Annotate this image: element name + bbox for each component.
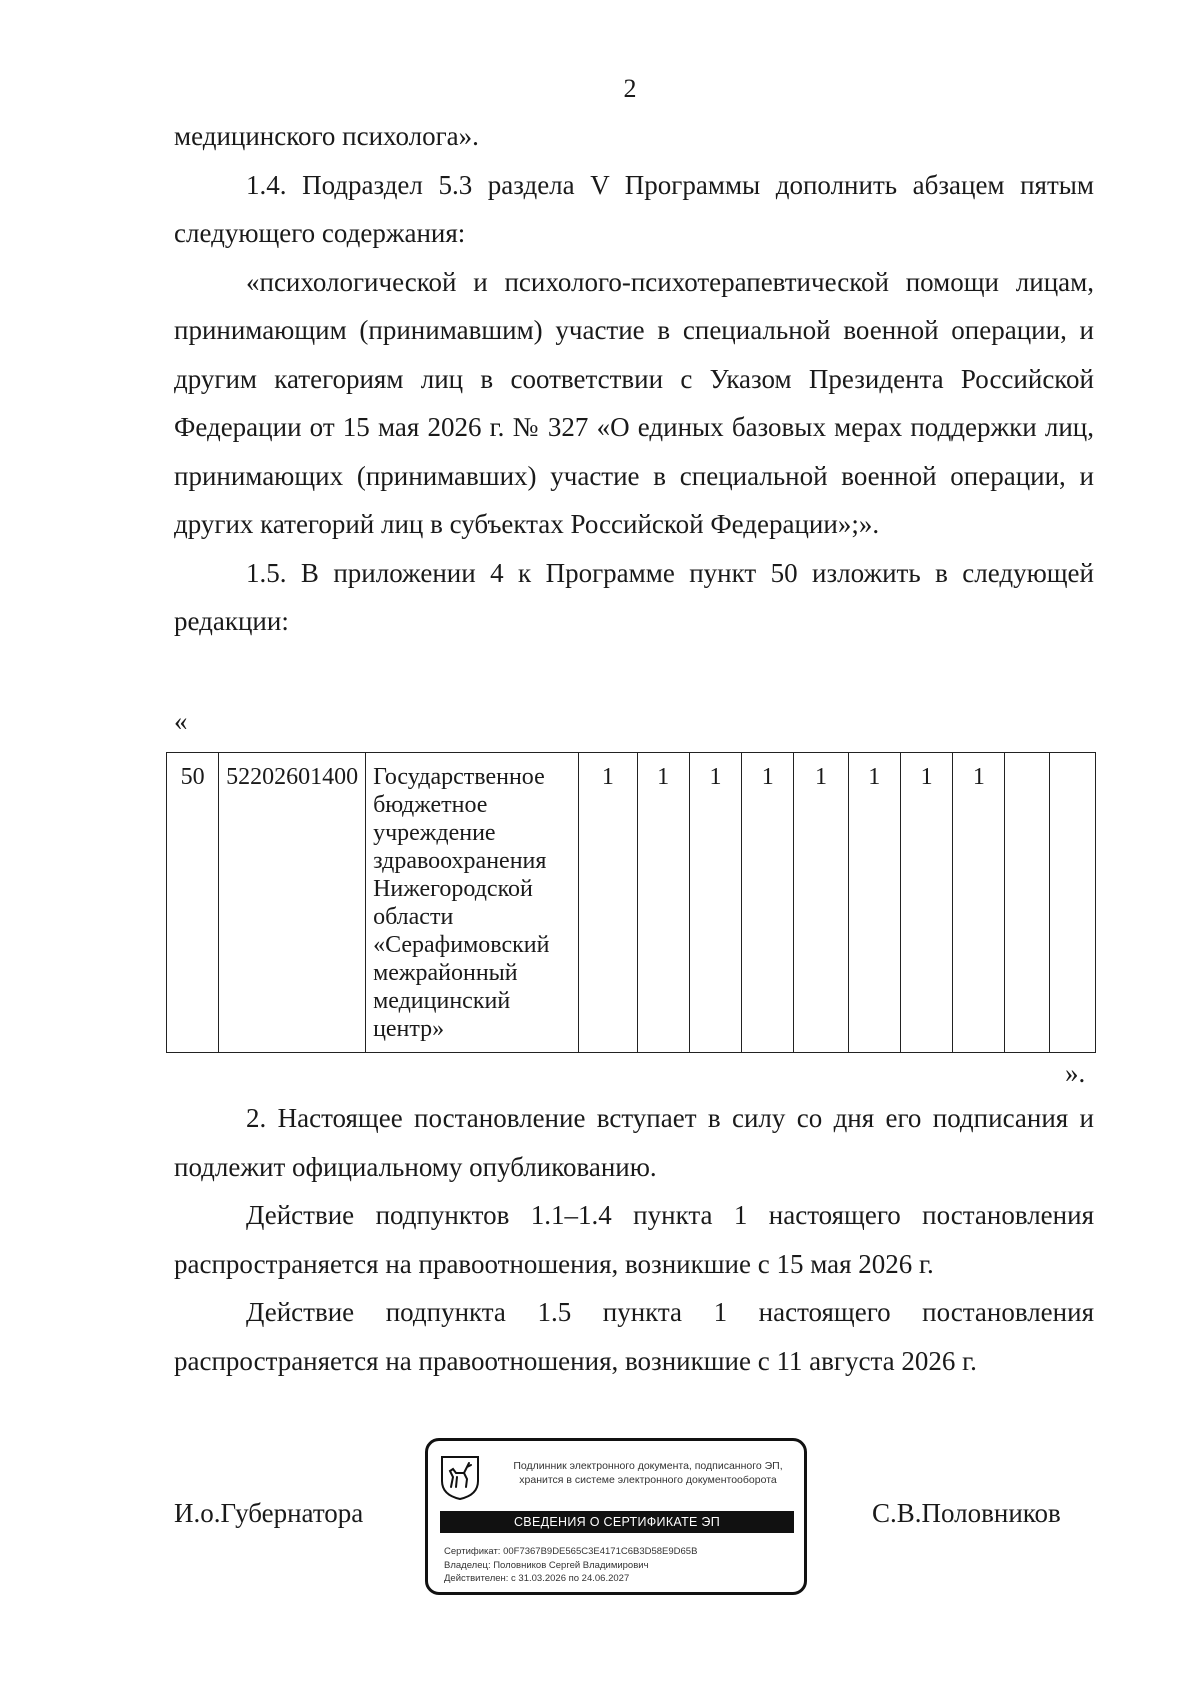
row-value bbox=[1005, 753, 1049, 1053]
row-value: 1 bbox=[794, 753, 848, 1053]
paragraph-continuation: медицинского психолога». bbox=[174, 121, 479, 151]
row-value: 1 bbox=[953, 753, 1005, 1053]
stamp-details bbox=[444, 1545, 697, 1586]
coat-of-arms-icon bbox=[440, 1455, 480, 1501]
paragraph-effect-1: Действие подпунктов 1.1–1.4 пункта 1 настоящего постановления распространяется на правоотношения, возникшие с 15 мая 2026 г. bbox=[174, 1200, 1094, 1279]
row-code: 52202601400 bbox=[219, 753, 366, 1053]
signature-name: С.В.Половников bbox=[872, 1498, 1061, 1528]
body-text-top bbox=[174, 112, 1094, 646]
row-organization: Государственное бюджетное учреждение здравоохранения Нижегородской области «Серафимовский межрайонный медицинский центр» bbox=[366, 753, 579, 1053]
page-number: 2 bbox=[623, 74, 637, 103]
row-value: 1 bbox=[637, 753, 689, 1053]
row-number: 50 bbox=[167, 753, 219, 1053]
row-value: 1 bbox=[742, 753, 794, 1053]
appendix-table bbox=[166, 752, 1096, 1053]
row-value bbox=[1049, 753, 1095, 1053]
row-value: 1 bbox=[848, 753, 900, 1053]
stamp-header: СВЕДЕНИЯ О СЕРТИФИКАТЕ ЭП bbox=[440, 1511, 794, 1533]
row-value: 1 bbox=[689, 753, 741, 1053]
paragraph-quote: «психологической и психолого-психотерапевтической помощи лицам, принимающим (принимавшим) участие в специальной военной операции, и другим категориям лиц в соответствии с Указом Президента Российской Федерации от 15 мая 2026 г. № 327 «О единых базовых мерах поддержки лиц, принимающих (принимавших) участие в специальной военной операции, и других категорий лиц в субъектах Российской Федерации»;». bbox=[174, 266, 1094, 539]
stamp-note: Подлинник электронного документа, подписанного ЭП, хранится в системе электронного документооборота bbox=[513, 1460, 783, 1486]
stamp-owner: Владелец: Половников Сергей Владимирович bbox=[444, 1559, 649, 1571]
body-text-bottom bbox=[174, 1094, 1094, 1385]
row-value: 1 bbox=[900, 753, 952, 1053]
table-row bbox=[167, 753, 1096, 1053]
paragraph-1-5: 1.5. В приложении 4 к Программе пункт 50 изложить в следующей редакции: bbox=[174, 557, 1094, 636]
stamp-valid: Действителен: с 31.03.2026 по 24.06.2027 bbox=[444, 1573, 630, 1584]
quote-close: ». bbox=[1065, 1058, 1086, 1088]
paragraph-1-4: 1.4. Подраздел 5.3 раздела V Программы дополнить абзацем пятым следующего содержания: bbox=[174, 169, 1094, 248]
electronic-signature-stamp bbox=[425, 1438, 807, 1595]
quote-open: « bbox=[174, 706, 188, 736]
paragraph-effect-2: Действие подпункта 1.5 пункта 1 настоящего постановления распространяется на правоотношения, возникшие с 11 августа 2026 г. bbox=[174, 1297, 1094, 1376]
signature-position: И.о.Губернатора bbox=[174, 1498, 364, 1528]
stamp-certificate: Сертификат: 00F7367B9DE565C3E4171C6B3D58E9D65B bbox=[444, 1546, 698, 1557]
paragraph-2: 2. Настоящее постановление вступает в силу со дня его подписания и подлежит официальному опубликованию. bbox=[174, 1103, 1094, 1182]
row-value: 1 bbox=[579, 753, 637, 1053]
